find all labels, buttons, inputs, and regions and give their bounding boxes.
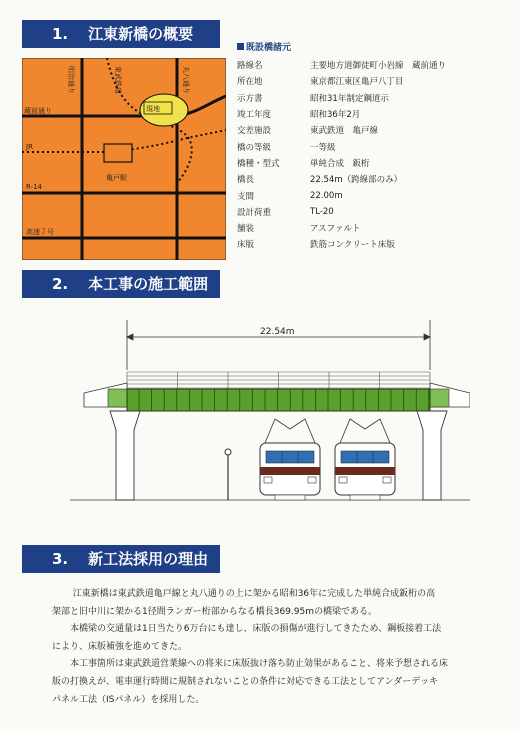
paragraph-3a: 本工事箇所は東武鉄道営業線への将来に床版抜け落ち防止効果があること、将来予想される床	[70, 659, 449, 670]
right-deck-end	[430, 389, 449, 407]
paragraph-1b: 架部と旧中川に架かる1径間ランガー桁部からなる橋長369.95mの橋梁である。	[52, 606, 377, 617]
spec-value: 鉄筋コンクリート床版	[310, 240, 395, 251]
spec-value: 一等級	[310, 142, 336, 153]
train-left	[260, 419, 320, 500]
reason-body-text	[52, 586, 504, 709]
spec-value: 昭和36年2月	[310, 110, 361, 121]
spec-key: 路線名	[237, 61, 263, 72]
spec-key: 舗装	[237, 224, 255, 235]
spec-key: 示方書	[237, 93, 263, 104]
spec-value: 22.00m	[310, 190, 343, 201]
spec-key: 橋長	[237, 175, 255, 186]
section-number: 1.	[52, 25, 69, 43]
paragraph-3b: 版の打換えが、電車運行時間に規制されないことの条件に対応できる工法としてアンダーデッキ	[52, 676, 439, 687]
paragraph-2a: 本橋梁の交通量は1日当たり6万台にも達し、床版の損傷が進行してきたため、鋼板接着工法	[70, 624, 442, 635]
r14-label: R-14	[26, 183, 43, 191]
section-title: 新工法採用の理由	[88, 550, 209, 568]
spec-key: 交差施設	[237, 126, 272, 137]
bridge-spec-panel	[237, 40, 507, 253]
paragraph-1a: 江東新橋は東武鉄道亀戸線と丸八通りの上に架かる昭和36年に完成した単純合成鈑桁の高	[72, 589, 436, 599]
maruhachi-label: 丸八通り	[182, 66, 190, 94]
spec-value: 東京都江東区亀戸八丁目	[310, 77, 404, 88]
spec-row	[237, 204, 507, 220]
meiji-label: 明治通り	[67, 66, 75, 94]
section-number: 2.	[52, 275, 69, 293]
kuramae-label: 蔵前通り	[24, 107, 52, 115]
spec-table	[237, 57, 507, 253]
spec-value: 昭和31年制定鋼道示	[310, 93, 389, 104]
spec-row	[237, 236, 507, 252]
railing	[127, 372, 430, 389]
section-header-scope	[22, 270, 220, 298]
spec-row	[237, 220, 507, 236]
right-abutment	[417, 411, 447, 500]
spec-key: 橋種・型式	[237, 158, 280, 169]
section-title: 本工事の施工範囲	[88, 275, 209, 293]
spec-row	[237, 73, 507, 89]
section-header-overview	[22, 20, 220, 48]
spec-key: 橋の等級	[237, 142, 272, 153]
spec-row	[237, 122, 507, 138]
spec-key: 設計荷重	[237, 207, 272, 218]
spec-row	[237, 138, 507, 154]
train-right	[335, 419, 395, 500]
spec-key: 所在地	[237, 77, 263, 88]
paragraph-2b: により、床版補強を進めてきた。	[52, 641, 188, 652]
span-length-label: 22.54m	[260, 327, 295, 337]
section-number: 3.	[52, 550, 69, 568]
spec-row	[237, 106, 507, 122]
square-bullet-icon	[237, 43, 244, 50]
spec-row	[237, 155, 507, 171]
paragraph-3c: パネル工法（ISパネル）を採用した。	[52, 694, 205, 705]
spec-row	[237, 57, 507, 73]
spec-row	[237, 187, 507, 203]
site-label: 現地	[146, 105, 160, 113]
jr-label: JR	[26, 143, 33, 151]
spec-value: 22.54m（跨線部のみ）	[310, 175, 403, 186]
spec-value: TL-20	[310, 206, 334, 217]
section-title: 江東新橋の概要	[88, 25, 194, 43]
section-header-reason	[22, 545, 220, 573]
signal-lamp-icon	[225, 449, 231, 455]
station-label: 亀戸駅	[106, 174, 127, 182]
spec-key: 支間	[237, 191, 255, 202]
tobu-label: 東武鉄道	[114, 66, 122, 94]
under-deck-panel	[127, 389, 430, 411]
spec-value: 東武鉄道 亀戸線	[310, 126, 379, 137]
spec-key: 竣工年度	[237, 110, 272, 121]
spec-row	[237, 171, 507, 187]
expressway-label: 高速７号	[26, 228, 54, 236]
spec-value: 主要地方道御徒町小岩線 蔵前通り	[310, 61, 447, 72]
spec-key: 床版	[237, 240, 255, 251]
spec-title: 既設橋諸元	[237, 40, 507, 53]
location-map	[22, 58, 226, 260]
spec-value: 単純合成 鈑桁	[310, 158, 370, 169]
spec-row	[237, 90, 507, 106]
kameido-station-box	[104, 144, 132, 162]
spec-value: アスファルト	[310, 224, 361, 235]
bridge-diagram	[70, 315, 470, 535]
left-deck-end	[108, 389, 127, 407]
left-abutment	[110, 411, 140, 500]
